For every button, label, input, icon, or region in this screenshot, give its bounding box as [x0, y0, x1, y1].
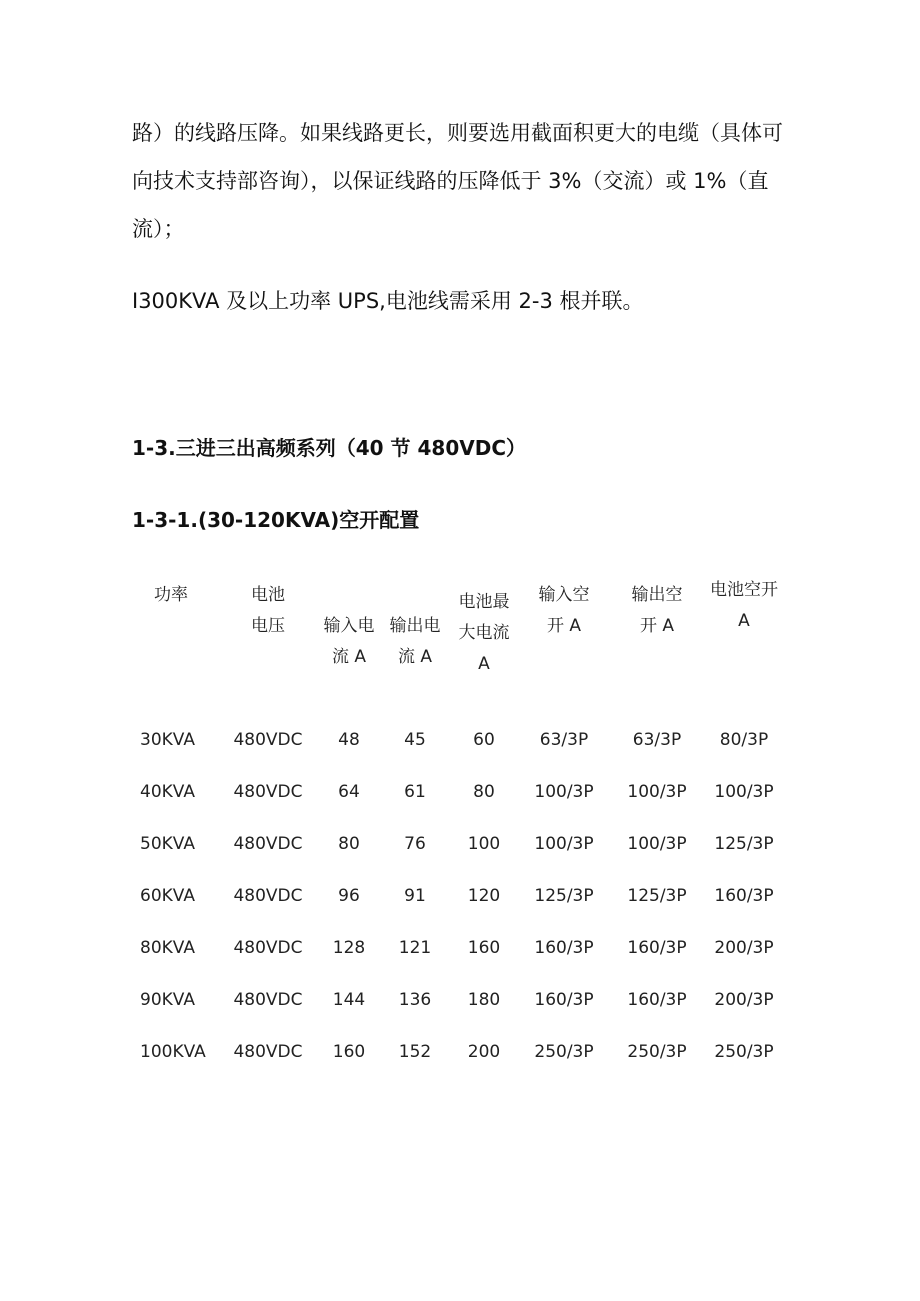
table-cell: 121: [398, 938, 432, 958]
table-cell: 200/3P: [714, 938, 774, 958]
table-cell: 160/3P: [534, 990, 594, 1010]
table-cell: 250/3P: [714, 1042, 774, 1062]
table-cell: 160/3P: [627, 938, 687, 958]
table-header-line: 输出电: [389, 616, 441, 636]
table-cell: 76: [404, 834, 426, 854]
table-cell: 136: [398, 990, 432, 1010]
table-header-line: 输入空: [538, 585, 590, 605]
table-header-line: 电压: [251, 616, 285, 636]
table-cell-power: 100KVA: [140, 1042, 206, 1062]
table-cell: 144: [332, 990, 366, 1010]
table-cell-power: 60KVA: [140, 886, 195, 906]
table-cell: 480VDC: [233, 730, 303, 750]
table-cell: 128: [332, 938, 366, 958]
table-header-line: 开 A: [546, 616, 582, 636]
table-header-line: 电池空开: [710, 580, 778, 600]
paragraph-cable-voltage-drop: [132, 109, 812, 253]
table-header-line: 开 A: [639, 616, 675, 636]
table-cell: 125/3P: [534, 886, 594, 906]
table-cell: 80: [338, 834, 360, 854]
table-cell: 160/3P: [714, 886, 774, 906]
table-cell-power: 90KVA: [140, 990, 195, 1010]
table-cell: 100/3P: [714, 782, 774, 802]
table-header-cell: [607, 580, 707, 642]
table-header-line: 电池最: [458, 592, 510, 612]
table-cell: 64: [338, 782, 360, 802]
table-cell: 152: [398, 1042, 432, 1062]
table-header-line: 功率: [154, 585, 188, 605]
table-cell: 160/3P: [627, 990, 687, 1010]
paragraph-parallel-battery-cable: I300KVA 及以上功率 UPS,电池线需采用 2-3 根并联。: [132, 289, 644, 313]
table-cell: 61: [404, 782, 426, 802]
table-cell: 480VDC: [233, 886, 303, 906]
table-cell: 100/3P: [627, 834, 687, 854]
table-cell: 96: [338, 886, 360, 906]
table-cell: 63/3P: [632, 730, 682, 750]
table-cell: 125/3P: [627, 886, 687, 906]
section-heading: 1-3.三进三出高频系列（40 节 480VDC）: [132, 436, 526, 460]
table-cell: 91: [404, 886, 426, 906]
table-header-line: A: [738, 611, 750, 631]
table-header-line: 电池: [251, 585, 285, 605]
table-cell: 180: [467, 990, 501, 1010]
table-header-cell: [514, 580, 614, 642]
table-cell: 200: [467, 1042, 501, 1062]
table-header-line: 输入电: [323, 616, 375, 636]
table-cell: 480VDC: [233, 782, 303, 802]
table-cell: 125/3P: [714, 834, 774, 854]
paragraph-line: 流）；: [132, 217, 185, 241]
table-header-line: 大电流: [458, 623, 510, 643]
table-cell: 250/3P: [534, 1042, 594, 1062]
table-cell: 250/3P: [627, 1042, 687, 1062]
table-cell-power: 40KVA: [140, 782, 195, 802]
table-cell: 480VDC: [233, 938, 303, 958]
table-header-line: A: [478, 654, 490, 674]
table-header-line: 流 A: [331, 647, 367, 667]
table-cell: 80/3P: [719, 730, 769, 750]
table-header-cell: [121, 580, 221, 611]
table-cell: 120: [467, 886, 501, 906]
table-cell: 160: [332, 1042, 366, 1062]
table-cell: 160/3P: [534, 938, 594, 958]
table-cell: 200/3P: [714, 990, 774, 1010]
table-cell: 480VDC: [233, 834, 303, 854]
table-cell: 63/3P: [539, 730, 589, 750]
table-header-line: 输出空: [631, 585, 683, 605]
table-header-cell: [694, 575, 794, 637]
table-cell: 480VDC: [233, 1042, 303, 1062]
subsection-heading: 1-3-1.(30-120KVA)空开配置: [132, 508, 420, 532]
table-cell: 45: [404, 730, 426, 750]
table-header-line: 流 A: [397, 647, 433, 667]
table-cell-power: 80KVA: [140, 938, 195, 958]
table-cell: 100/3P: [534, 782, 594, 802]
table-cell-power: 30KVA: [140, 730, 195, 750]
table-cell: 48: [338, 730, 360, 750]
table-cell: 100/3P: [534, 834, 594, 854]
paragraph-line: 路）的线路压降。如果线路更长，则要选用截面积更大的电缆（具体可: [132, 121, 783, 145]
table-cell: 480VDC: [233, 990, 303, 1010]
table-cell-power: 50KVA: [140, 834, 195, 854]
table-cell: 100/3P: [627, 782, 687, 802]
table-cell: 80: [473, 782, 495, 802]
table-cell: 160: [467, 938, 501, 958]
table-cell: 100: [467, 834, 501, 854]
table-cell: 60: [473, 730, 495, 750]
paragraph-line: 向技术支持部咨询），以保证线路的压降低于 3%（交流）或 1%（直: [132, 169, 769, 193]
